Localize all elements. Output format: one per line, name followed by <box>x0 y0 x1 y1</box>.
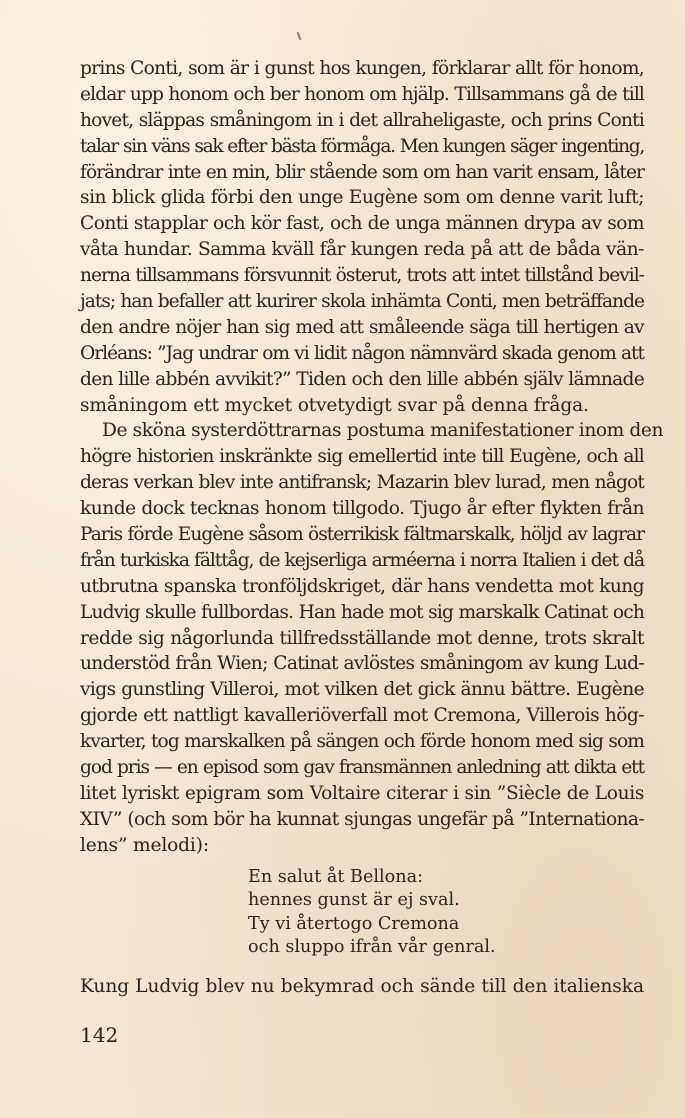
text-line: småningom ett mycket otvetydigt svar på denna fråga. <box>80 394 589 416</box>
text-line: Orléans: ”Jag undrar om vi lidit någon nämnvärd skada genom att <box>80 342 644 364</box>
epigram-poem <box>248 866 496 959</box>
text-line: De sköna systerdöttrarnas postuma manifestationer inom den <box>102 420 664 442</box>
text-line: lens” melodi): <box>80 834 209 856</box>
poem-line: En salut åt Bellona: <box>248 867 423 887</box>
text-line: redde sig någorlunda tillfredsställande mot denne, trots skralt <box>80 627 644 649</box>
text-line: deras verkan blev inte antifransk; Mazarin blev lurad, men något <box>80 472 644 494</box>
text-line: gjorde ett nattligt kavalleriöverfall mot Cremona, Villerois hög- <box>80 705 644 727</box>
text-line: den lille abbén avvikit?” Tiden och den lille abbén själv lämnade <box>80 368 644 390</box>
ink-mark <box>297 32 302 40</box>
text-line: kvarter, tog marskalken på sängen och förde honom med sig som <box>80 731 644 753</box>
text-line: förändrar inte en min, blir stående som om han varit ensam, låter <box>80 161 644 183</box>
text-line: prins Conti, som är i gunst hos kungen, förklarar allt för honom, <box>80 58 644 79</box>
text-line: högre historien inskränkte sig emellertid inte till Eugène, och all <box>80 446 644 468</box>
poem-line: hennes gunst är ej sval. <box>248 890 460 911</box>
text-line: jats; han befaller att kurirer skola inhämta Conti, men beträffande <box>80 291 644 313</box>
text-line: hovet, släppas småningom in i det allraheligaste, och prins Conti <box>80 109 644 131</box>
text-line: nerna tillsammans försvunnit österut, trots att intet tillstånd bevil- <box>80 265 644 287</box>
text-line: den andre nöjer han sig med att småleende säga till hertigen av <box>80 316 644 338</box>
text-line: Paris förde Eugène såsom österrikisk fältmarskalk, höljd av lagrar <box>80 524 644 546</box>
poem-line: och sluppo ifrån vår genral. <box>248 936 496 957</box>
text-line: från turkiska fälttåg, de kejserliga arméerna i norra Italien i det då <box>80 549 644 571</box>
body-text <box>80 56 664 859</box>
text-line: god pris — en episod som gav fransmännen anledning att dikta ett <box>80 757 644 779</box>
text-line: talar sin väns sak efter bästa förmåga. Men kungen säger ingenting, <box>80 135 644 157</box>
text-line: litet lyriskt epigram som Voltaire citerar i sin ”Siècle de Louis <box>80 782 644 804</box>
text-line: understöd från Wien; Catinat avlöstes småningom av kung Lud- <box>80 653 644 675</box>
text-line: kunde dock tecknas honom tillgodo. Tjugo år efter flykten från <box>80 498 644 520</box>
page-number: 142 <box>80 1023 119 1047</box>
text-line: våta hundar. Samma kväll får kungen reda på att de båda vän- <box>80 239 644 261</box>
text-line: XIV” (och som bör ha kunnat sjungas ungefär på ”Internationa- <box>80 808 644 830</box>
text-line: vigs gunstling Villeroi, mot vilken det gick ännu bättre. Eugène <box>80 679 644 701</box>
poem-line: Ty vi återtogo Cremona <box>248 913 460 934</box>
text-line: Ludvig skulle fullbordas. Han hade mot sig marskalk Catinat och <box>80 601 644 623</box>
continuation-line: Kung Ludvig blev nu bekymrad och sände till den italienska <box>80 976 644 997</box>
text-line: Conti stapplar och kör fast, och de unga männen drypa av som <box>80 213 644 235</box>
text-line: sin blick glida förbi den unge Eugène som om denne varit luft; <box>80 187 644 209</box>
text-line: utbrutna spanska tronföljdskriget, där hans vendetta mot kung <box>80 575 644 597</box>
text-line: eldar upp honom och ber honom om hjälp. Tillsammans gå de till <box>80 83 644 105</box>
